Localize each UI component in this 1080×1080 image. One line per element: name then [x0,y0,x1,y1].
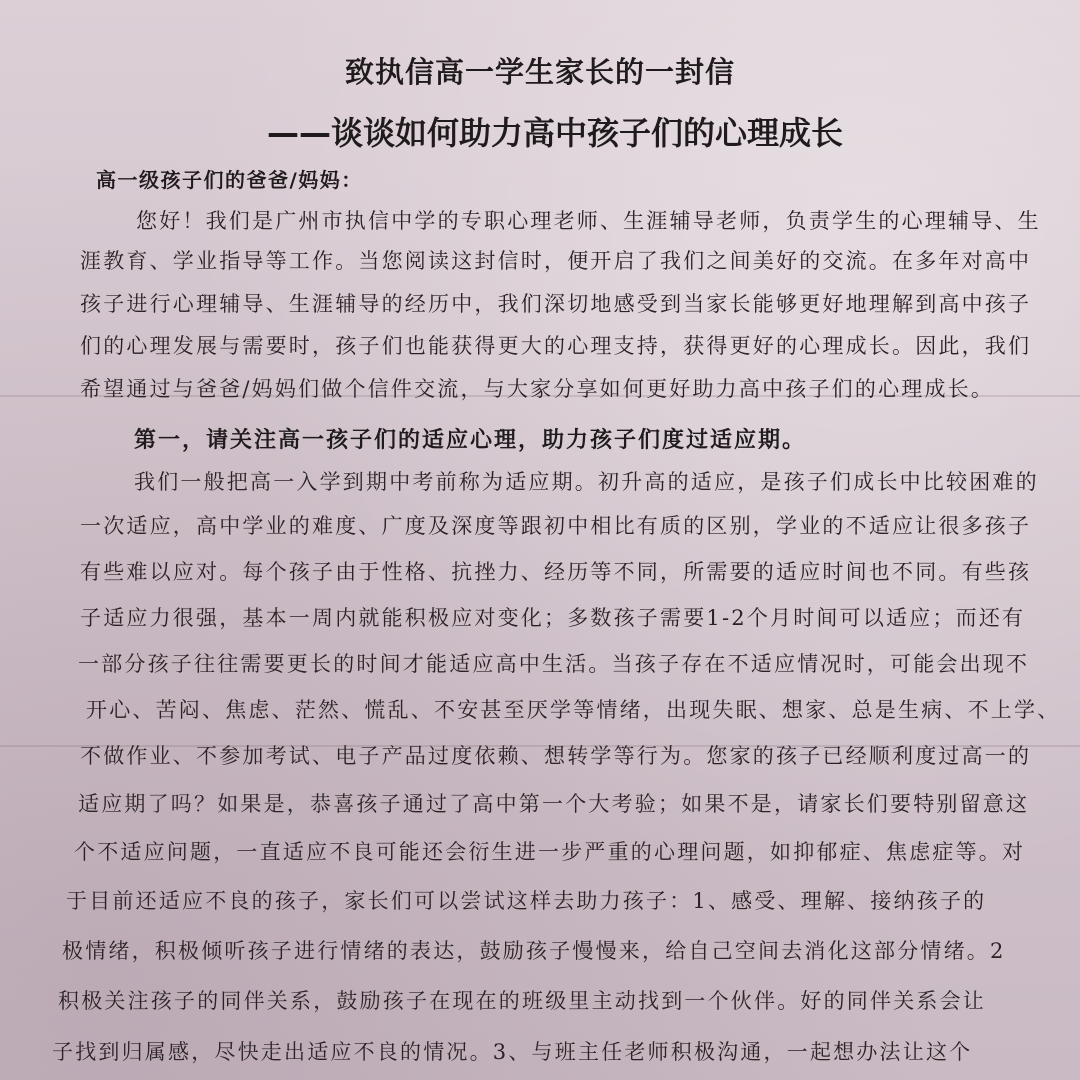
letter-subtitle: ——谈谈如何助力高中孩子们的心理成长 [266,114,843,152]
body-line: 适应期了吗？如果是，恭喜孩子通过了高中第一个大考验；如果不是，请家长们要特别留意这 [78,792,1030,816]
body-line: 一次适应，高中学业的难度、广度及深度等跟初中相比有质的区别，学业的不适应让很多孩子 [80,514,1032,538]
body-line: 我们一般把高一入学到期中考前称为适应期。初升高的适应，是孩子们成长中比较困难的 [134,470,1039,494]
body-line: 不做作业、不参加考试、电子产品过度依赖、想转学等行为。您家的孩子已经顺利度过高一的 [80,744,1032,768]
body-line: 一部分孩子往往需要更长的时间才能适应高中生活。当孩子存在不适应情况时，可能会出现不 [78,652,1030,676]
body-line: 们的心理发展与需要时，孩子们也能获得更大的心理支持，获得更好的心理成长。因此，我们 [80,334,1032,358]
body-line: 积极关注孩子的同伴关系，鼓励孩子在现在的班级里主动找到一个伙伴。好的同伴关系会让 [58,989,986,1013]
body-line: 涯教育、学业指导等工作。当您阅读这封信时，便开启了我们之间美好的交流。在多年对高中 [80,249,1032,273]
body-line: 个不适应问题，一直适应不良可能还会衍生进一步严重的心理问题，如抑郁症、焦虑症等。对 [74,840,1026,864]
body-line: 开心、苦闷、焦虑、茫然、慌乱、不安甚至厌学等情绪，出现失眠、想家、总是生病、不上学、 [86,698,1061,722]
letter-salutation: 高一级孩子们的爸爸/妈妈： [96,168,363,192]
body-line: 有些难以应对。每个孩子由于性格、抗挫力、经历等不同，所需要的适应时间也不同。有些孩 [80,560,1032,584]
body-line: 极情绪，积极倾听孩子进行情绪的表达，鼓励孩子慢慢来，给自己空间去消化这部分情绪。2 [62,939,1006,963]
body-line: 子找到归属感，尽快走出适应不良的情况。3、与班主任老师积极沟通，一起想办法让这个 [52,1040,973,1064]
body-line: 孩子进行心理辅导、生涯辅导的经历中，我们深切地感受到当家长能够更好地理解到高中孩子 [80,292,1032,316]
letter-title: 致执信高一学生家长的一封信 [344,55,735,89]
body-line: 子适应力很强，基本一周内就能积极应对变化；多数孩子需要1-2个月时间可以适应；而还有 [80,606,1026,630]
body-line: 您好！我们是广州市执信中学的专职心理老师、生涯辅导老师，负责学生的心理辅导、生 [136,209,1041,233]
body-line: 希望通过与爸爸/妈妈们做个信件交流，与大家分享如何更好助力高中孩子们的心理成长。 [80,377,995,401]
body-line: 于目前还适应不良的孩子，家长们可以尝试这样去助力孩子：1、感受、理解、接纳孩子的 [66,889,987,913]
section-heading: 第一，请关注高一孩子们的适应心理，助力孩子们度过适应期。 [134,427,807,453]
